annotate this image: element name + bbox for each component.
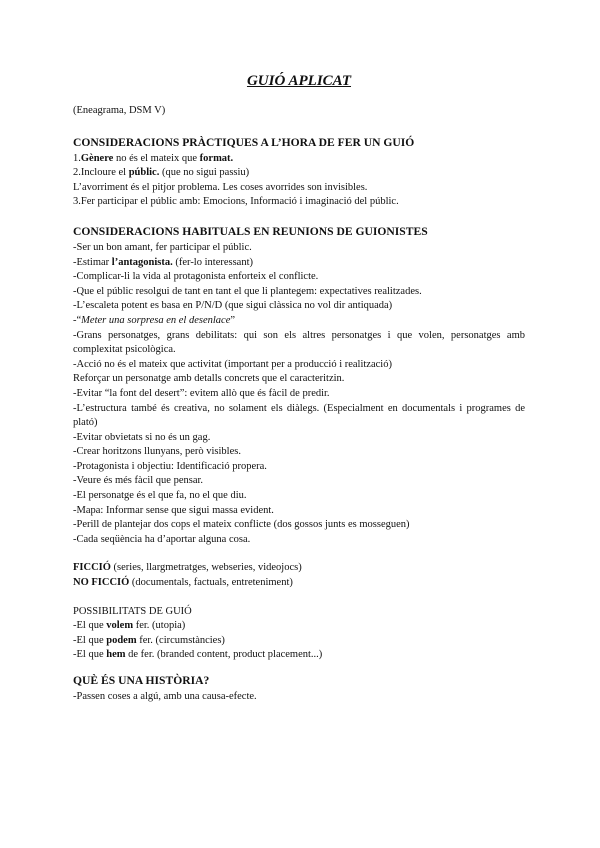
fiction-line (73, 561, 525, 576)
meeting-line-8: -Acció no és el mateix que activitat (important per a producció i realització) (73, 358, 392, 370)
italic-run: Meter una sorpresa en el desenlace (81, 314, 231, 326)
bold-run: volem (106, 620, 134, 632)
section-fiction-types (73, 561, 525, 590)
meeting-line-11a: -L’estructura també és creativa, no solament els diàlegs. (Especialment en documentals i programes de (73, 402, 525, 414)
possibility-line-3 (73, 648, 525, 663)
text-run: de fer. (branded content, product placement...) (125, 649, 323, 661)
meeting-line-6 (73, 314, 525, 329)
meeting-line-9: Reforçar un personatge amb detalls concrets que el caracteritzin. (73, 373, 345, 385)
meeting-line-10: -Evitar “la font del desert”: evitem allò que és fàcil de predir. (73, 387, 330, 399)
meeting-line-19: -Cada seqüència ha d’aportar alguna cosa. (73, 533, 251, 545)
practical-line-3: L’avorriment és el pitjor problema. Les coses avorrides son invisibles. (73, 181, 368, 193)
possibilities-title: POSSIBILITATS DE GUIÓ (73, 605, 192, 617)
meeting-line-5: -L’escaleta potent es basa en P/N/D (que sigui clàssica no vol dir antiquada) (73, 300, 393, 312)
text-run: -Estimar (73, 256, 112, 268)
meeting-line-11b: plató) (73, 417, 98, 429)
meeting-line-18: -Perill de plantejar dos cops el mateix conflicte (dos gossos junts es mosseguen) (73, 519, 410, 531)
text-run: (que no sigui passiu) (159, 167, 250, 179)
text-run: (documentals, factuals, entreteniment) (129, 577, 293, 589)
text-run: fer. (circumstàncies) (136, 634, 225, 646)
meeting-line-17: -Mapa: Informar sense que sigui massa evident. (73, 504, 274, 516)
meeting-line-14: -Protagonista i objectiu: Identificació propera. (73, 460, 267, 472)
bold-run: NO FICCIÓ (73, 577, 130, 589)
bold-run: podem (106, 634, 137, 646)
meeting-line-7a: -Grans personatges, grans debilitats: qui son els altres personatges i que volen, personatges amb (73, 329, 525, 341)
meeting-line-7b: complexitat psicològica. (73, 344, 176, 356)
text-run: 2.Incloure el (73, 167, 129, 179)
meeting-line-16: -El personatge és el que fa, no el que diu. (73, 490, 247, 502)
text-run: -El que (73, 634, 107, 646)
meeting-line-15: -Veure és més fàcil que pensar. (73, 475, 204, 487)
meeting-line-3: -Complicar-li la vida al protagonista enforteix el conflicte. (73, 271, 319, 283)
section-heading-story: QUÈ ÉS UNA HISTÒRIA? (73, 674, 210, 687)
meeting-line-1: -Ser un bon amant, fer participar el públic. (73, 241, 252, 253)
page-subtitle: (Eneagrama, DSM V) (73, 105, 166, 116)
section-screenwriter-meetings (73, 224, 525, 547)
nonfiction-line (73, 576, 525, 591)
story-line-1: -Passen coses a algú, amb una causa-efecte. (73, 691, 257, 702)
practical-line-1 (73, 152, 525, 167)
text-run: -“ (73, 314, 82, 326)
text-run: -El que (73, 649, 107, 661)
section-what-is-a-story (73, 673, 525, 705)
bold-run: públic. (128, 167, 160, 179)
bold-run: Gènere (80, 152, 114, 164)
text-run: 1. (73, 152, 81, 164)
text-run: (series, llargmetratges, webseries, videojocs) (110, 562, 302, 574)
section-possibilities (73, 605, 525, 663)
section-heading-practical: CONSIDERACIONS PRÀCTIQUES A L’HORA DE FER UN GUIÓ (73, 135, 415, 149)
section-heading-meetings: CONSIDERACIONS HABITUALS EN REUNIONS DE GUIONISTES (73, 224, 428, 238)
practical-line-4: 3.Fer participar el públic amb: Emocions, Informació i imaginació del públic. (73, 196, 399, 208)
text-run: ” (230, 314, 236, 326)
possibility-line-2 (73, 634, 525, 649)
meeting-line-4: -Que el públic resolgui de tant en tant el que li plantegem: expectatives realitzades. (73, 285, 422, 297)
bold-run: format. (199, 152, 234, 164)
bold-run: l’antagonista. (111, 256, 173, 268)
text-run: (fer-lo interessant) (172, 256, 254, 268)
bold-run: FICCIÓ (73, 562, 111, 574)
section-practical-considerations (73, 135, 525, 210)
meeting-line-12: -Evitar obvietats si no és un gag. (73, 431, 211, 443)
possibility-line-1 (73, 619, 525, 634)
text-run: fer. (utopia) (133, 620, 186, 632)
text-run: no és el mateix que (113, 152, 200, 164)
practical-line-2 (73, 166, 525, 181)
meeting-line-2 (73, 256, 525, 271)
meeting-line-13: -Crear horitzons llunyans, però visibles. (73, 446, 241, 458)
text-run: -El que (73, 620, 107, 632)
bold-run: hem (106, 649, 126, 661)
page-title: GUIÓ APLICAT (246, 73, 352, 89)
